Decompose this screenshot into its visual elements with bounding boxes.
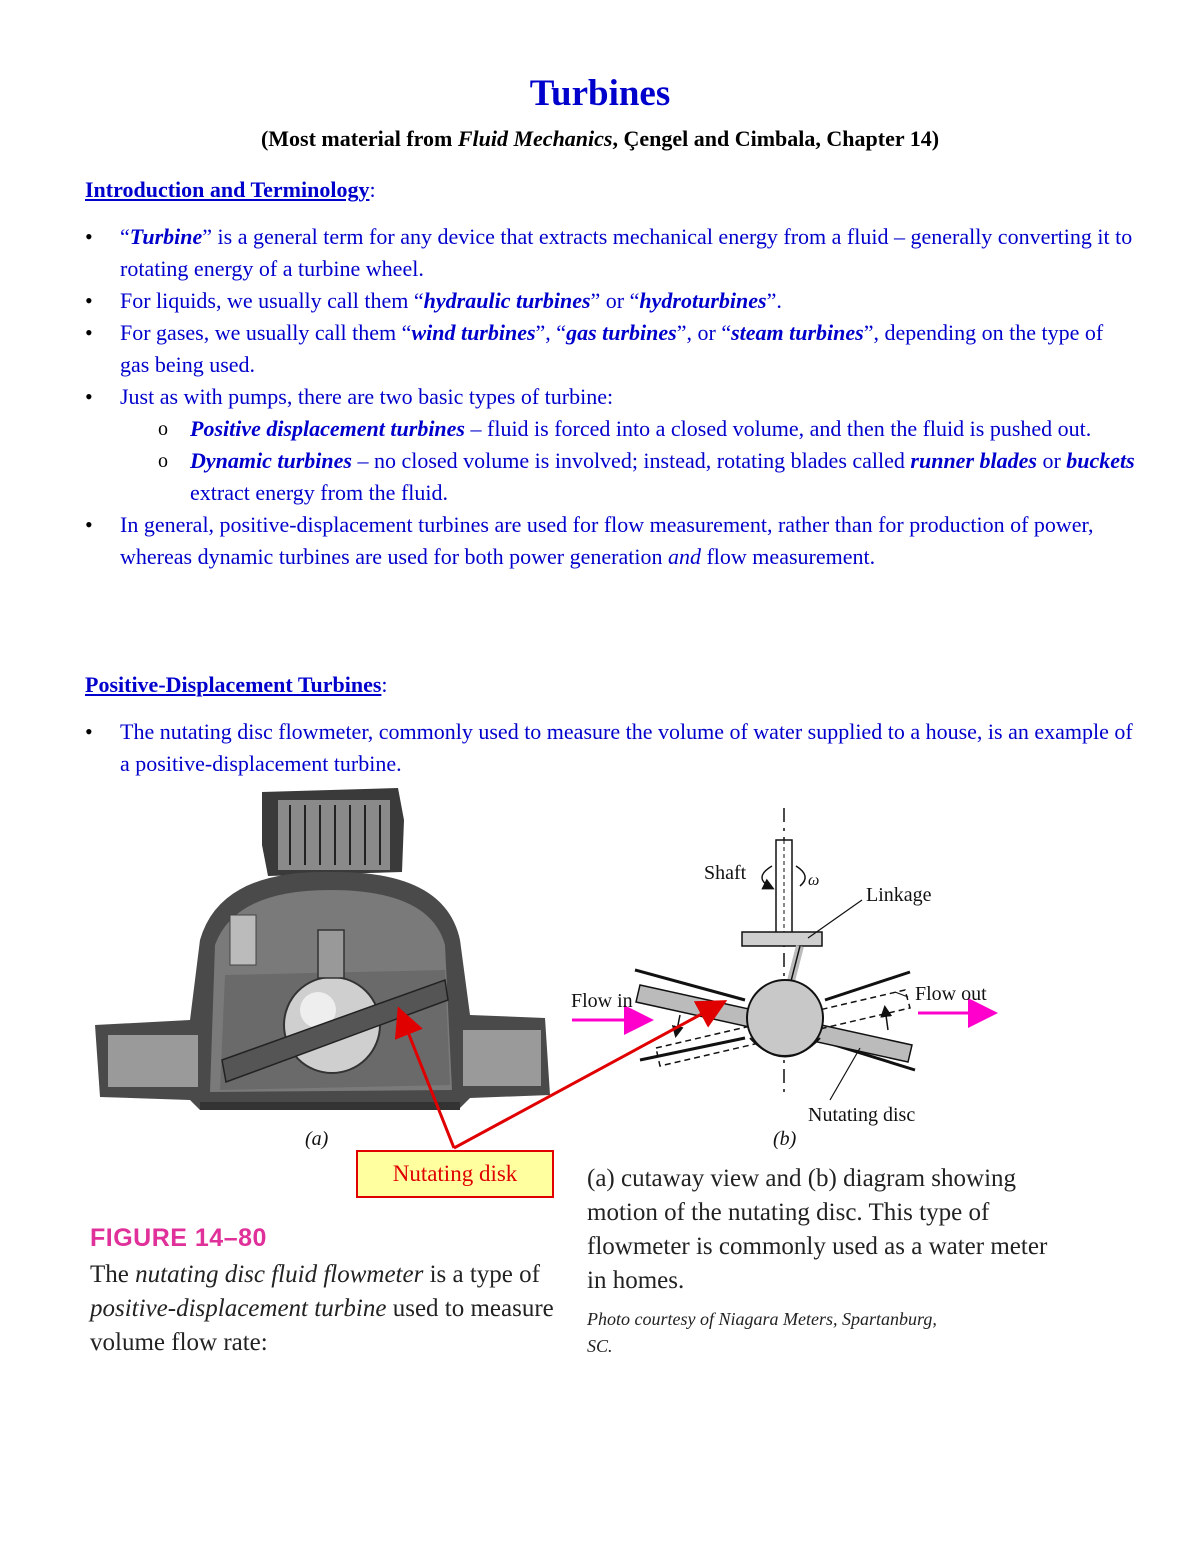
- figure-caption-right: (a) cutaway view and (b) diagram showing motion of the nutating disc. This type of flowmeter is commonly used as a water meter in homes.: [587, 1165, 1048, 1294]
- quote: “: [120, 224, 130, 249]
- nutating-diagram: [635, 808, 915, 1100]
- item-text: ”, depending on the type of gas being used.: [120, 320, 1104, 377]
- term-runner-blades: runner blades: [910, 448, 1037, 473]
- item-text: The nutating disc flowmeter, commonly used to measure the volume of water supplied to a house, is an example of a positive-displacement turbine.: [120, 719, 1133, 776]
- term-dynamic: Dynamic turbines: [190, 448, 352, 473]
- label-b: (b): [773, 1128, 797, 1150]
- term-hydroturbines: hydroturbines: [639, 288, 767, 313]
- bullet-icon: •: [85, 384, 93, 409]
- circle-bullet-icon: o: [158, 418, 168, 440]
- subtitle-book: Fluid Mechanics: [457, 126, 613, 151]
- label-a: (a): [305, 1128, 329, 1150]
- bullet-icon: •: [85, 320, 93, 345]
- bullet-icon: •: [85, 512, 93, 537]
- linkage-label: Linkage: [866, 884, 932, 906]
- term-gas: gas turbines: [566, 320, 677, 345]
- term-hydraulic: hydraulic turbines: [423, 288, 591, 313]
- term-turbine: Turbine: [129, 224, 203, 249]
- item-text: – fluid is forced into a closed volume, and then the fluid is pushed out.: [465, 416, 1092, 441]
- page-title: Turbines: [529, 73, 671, 114]
- caption-text: The: [90, 1261, 136, 1288]
- item-text: extract energy from the fluid.: [190, 480, 448, 505]
- photo-credit: Photo courtesy of Niagara Meters, Spartanburg, SC.: [587, 1309, 937, 1356]
- flow-in-label: Flow in: [571, 990, 633, 1012]
- item-emphasis: and: [667, 544, 701, 569]
- item-text: or: [1036, 448, 1067, 473]
- item-text: Just as with pumps, there are two basic types of turbine:: [120, 384, 614, 409]
- subtitle-prefix: (Most material from: [260, 126, 458, 151]
- intro-heading-colon: :: [369, 177, 376, 202]
- nutating-disk-callout: Nutating disk: [356, 1150, 554, 1198]
- pd-heading-text: Positive-Displacement Turbines: [85, 672, 382, 697]
- term-wind: wind turbines: [411, 320, 536, 345]
- shaft-label: Shaft: [704, 862, 747, 884]
- term-steam: steam turbines: [731, 320, 864, 345]
- caption-emphasis: positive-displacement turbine: [90, 1295, 387, 1322]
- omega-label: ω: [808, 872, 820, 889]
- bullet-icon: •: [85, 719, 93, 744]
- nutating-disc-label: Nutating disc: [808, 1104, 916, 1126]
- item-text: In general, positive-displacement turbines are used for flow measurement, rather than for production of power, whereas dynamic turbines are used for both power generation: [120, 512, 1094, 569]
- item-text: – no closed volume is involved; instead, rotating blades called: [351, 448, 911, 473]
- item-text: For gases, we usually call them “: [120, 320, 412, 345]
- item-text: ”, “: [535, 320, 567, 345]
- cutaway-photo: [95, 788, 550, 1110]
- bullet-icon: •: [85, 288, 93, 313]
- bullet-icon: •: [85, 224, 93, 249]
- flow-out-label: Flow out: [915, 983, 987, 1005]
- term-positive-displacement: Positive displacement turbines: [190, 416, 465, 441]
- item-text: ” is a general term for any device that extracts mechanical energy from a fluid – generally converting it to rotating energy of a turbine wheel.: [120, 224, 1133, 281]
- caption-text: is a type of: [423, 1261, 540, 1288]
- subtitle-suffix: , Çengel and Cimbala, Chapter 14): [612, 126, 940, 151]
- caption-emphasis: nutating disc fluid flowmeter: [135, 1261, 424, 1288]
- intro-heading-text: Introduction and Terminology: [85, 177, 370, 202]
- figure-number: FIGURE 14–80: [90, 1224, 267, 1252]
- term-buckets: buckets: [1066, 448, 1135, 473]
- item-text: For liquids, we usually call them “: [120, 288, 424, 313]
- item-text: ”.: [766, 288, 782, 313]
- item-text: ”, or “: [676, 320, 732, 345]
- caption-text: used to measure volume flow rate:: [90, 1295, 554, 1356]
- figure-caption-left: [90, 1258, 560, 1360]
- circle-bullet-icon: o: [158, 450, 168, 472]
- item-text: ” or “: [590, 288, 640, 313]
- item-text: flow measurement.: [700, 544, 876, 569]
- pd-heading-colon: :: [381, 672, 388, 697]
